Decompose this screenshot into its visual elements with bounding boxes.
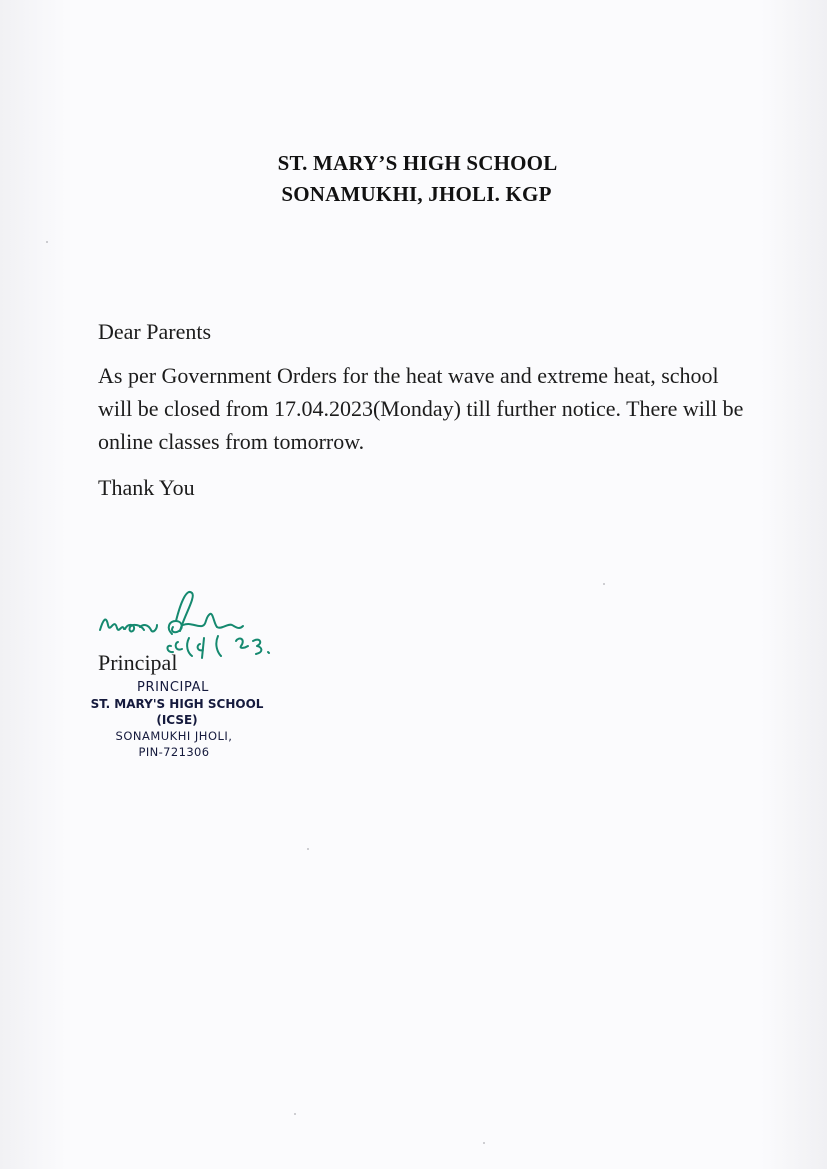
school-address: SONAMUKHI, JHOLI. KGP — [281, 182, 552, 206]
salutation: Dear Parents — [98, 319, 212, 344]
paper-speck — [307, 848, 309, 850]
seal-school-name: ST. MARY'S HIGH SCHOOL (ICSE) — [90, 696, 264, 727]
closing-text: Thank You — [98, 475, 195, 500]
principal-seal — [82, 680, 272, 760]
signatory-title: Principal — [98, 650, 178, 675]
seal-address: SONAMUKHI JHOLI, — [115, 729, 233, 743]
paper-speck — [483, 1142, 485, 1144]
seal-pin: PIN-721306 — [138, 745, 210, 759]
notice-message: As per Government Orders for the heat wave and extreme heat, school will be closed from 17.04.2023(Monday) till further notice. There will be online classes from tomorrow. — [98, 363, 744, 454]
paper-speck — [603, 583, 605, 585]
school-heading — [0, 148, 827, 210]
school-name: ST. MARY’S HIGH SCHOOL — [277, 151, 558, 175]
paper-speck — [46, 241, 48, 243]
seal-title: PRINCIPAL — [137, 680, 209, 695]
paper-speck — [294, 1113, 296, 1115]
